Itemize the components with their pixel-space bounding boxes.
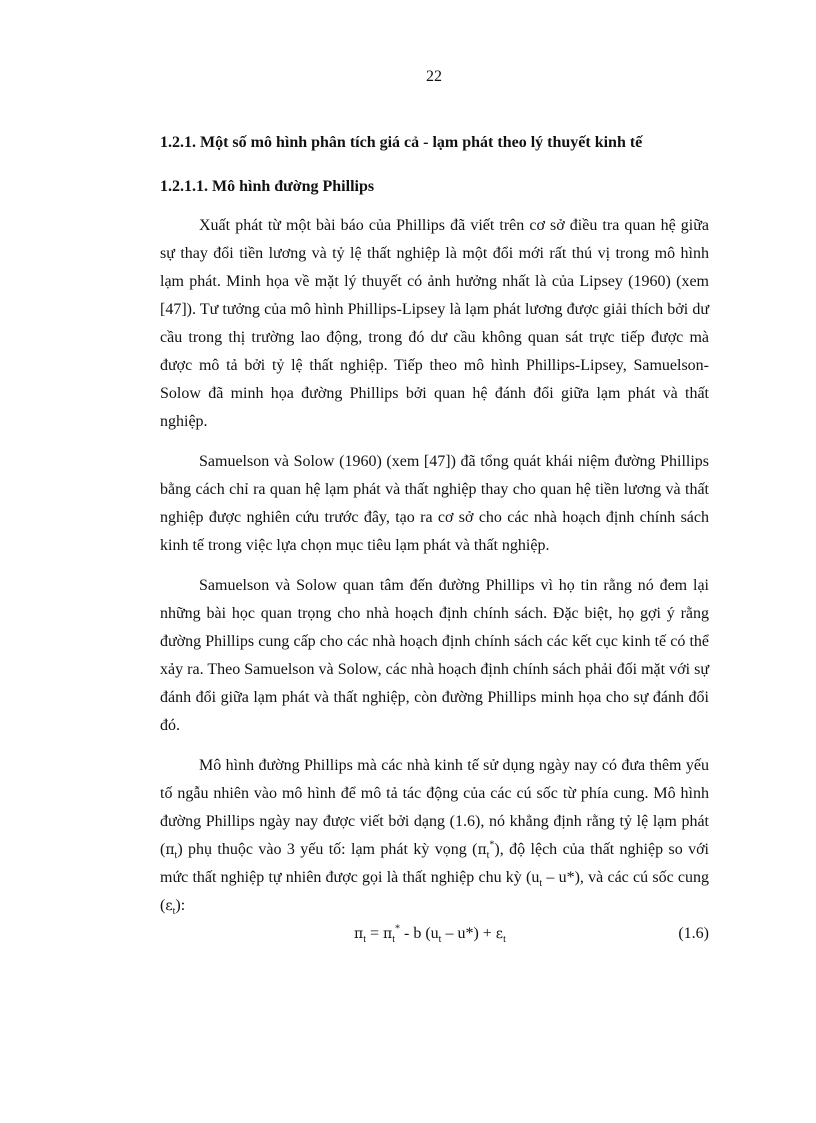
subscript-t-shock: t <box>172 906 176 918</box>
pi-symbol-expected: π <box>477 842 487 858</box>
eq-middle-2: – u*) + <box>441 925 496 942</box>
eq-sub-t-u: t <box>438 934 442 946</box>
eq-star: * <box>395 923 400 935</box>
paragraph-4 <box>160 752 709 920</box>
subscript-t: t <box>174 850 178 862</box>
page-number: 22 <box>426 68 442 85</box>
paragraph-4-text-3: ), độ lệch của thất nghiệp so với mức thất nghiệp tự nhiên được gọi là thất nghiệp chu kỳ (u <box>160 841 709 886</box>
section-heading: 1.2.1. Một số mô hình phân tích giá cả - lạm phát theo lý thuyết kinh tế <box>160 134 643 151</box>
paragraph-4-text-1: Mô hình đường Phillips mà các nhà kinh tế sử dụng ngày nay có đưa thêm yếu tố ngẫu nhiên vào mô hình để mô tả tác động của các cú sốc từ phía cung. Mô hình đường Phillips ngày nay được viết bởi dạng (1.6), nó khẳng định rằng tỷ lệ lạm phát ( <box>160 757 709 858</box>
eq-pi: π <box>354 926 364 942</box>
eq-equals: = <box>365 925 384 942</box>
eq-epsilon: ε <box>495 926 504 942</box>
paragraph-4-text-5: ): <box>175 897 186 914</box>
subscript-t-unemployment: t <box>539 878 543 890</box>
equation-label: (1.6) <box>678 925 709 942</box>
eq-sub-t-epsilon: t <box>503 934 506 946</box>
paragraph-1: Xuất phát từ một bài báo của Phillips đã viết trên cơ sở điều tra quan hệ giữa sự thay đổi tiền lương và tỷ lệ thất nghiệp là một đổi mới rất thú vị trong mô hình lạm phát. Minh họa về mặt lý thuyết có ảnh hưởng nhất là của Lipsey (1960) (xem [47]). Tư tưởng của mô hình Phillips-Lipsey là lạm phát lương được giải thích bởi dư cầu trong thị trường lao động, trong đó dư cầu không quan sát trực tiếp được mà được mô tả bởi tỷ lệ thất nghiệp. Tiếp theo mô hình Phillips-Lipsey, Samuelson-Solow đã minh họa đường Phillips bởi quan hệ đánh đổi giữa lạm phát và thất nghiệp. <box>160 217 709 430</box>
eq-sub-t: t <box>363 934 366 946</box>
superscript-star: * <box>489 839 495 851</box>
paragraph-3: Samuelson và Solow quan tâm đến đường Phillips vì họ tin rằng nó đem lại những bài học quan trọng cho nhà hoạch định chính sách. Đặc biệt, họ gợi ý rằng đường Phillips cung cấp cho các nhà hoạch định chính sách các kết cục kinh tế có thể xảy ra. Theo Samuelson và Solow, các nhà hoạch định chính sách phải đối mặt với sự đánh đổi giữa lạm phát và thất nghiệp, còn đường Phillips minh họa cho sự đánh đổi đó. <box>160 577 709 734</box>
pi-symbol: π <box>165 842 175 858</box>
equation-line <box>160 920 709 948</box>
page-content <box>160 128 709 948</box>
subscript-t-expected: t <box>486 850 490 862</box>
subsection-heading: 1.2.1.1. Mô hình đường Phillips <box>160 178 375 195</box>
paragraph-4-text-2: ) phụ thuộc vào 3 yếu tố: lạm phát kỳ vọng ( <box>177 841 478 858</box>
paragraph-2: Samuelson và Solow (1960) (xem [47]) đã tổng quát khái niệm đường Phillips bằng cách chỉ ra quan hệ lạm phát và thất nghiệp thay cho quan hệ tiền lương và thất nghiệp được nghiên cứu trước đây, tạo ra cơ sở cho các nhà hoạch định chính sách kinh tế trong việc lựa chọn mục tiêu lạm phát và thất nghiệp. <box>160 453 709 554</box>
eq-pi-expected: π <box>383 926 393 942</box>
eq-sub-t-expected: t <box>392 934 395 946</box>
epsilon-symbol: ε <box>165 898 173 914</box>
paragraph-4-text-4: – u*), và các cú sốc cung ( <box>160 869 710 914</box>
eq-middle: - b (u <box>400 925 439 942</box>
phillips-equation <box>354 920 506 948</box>
